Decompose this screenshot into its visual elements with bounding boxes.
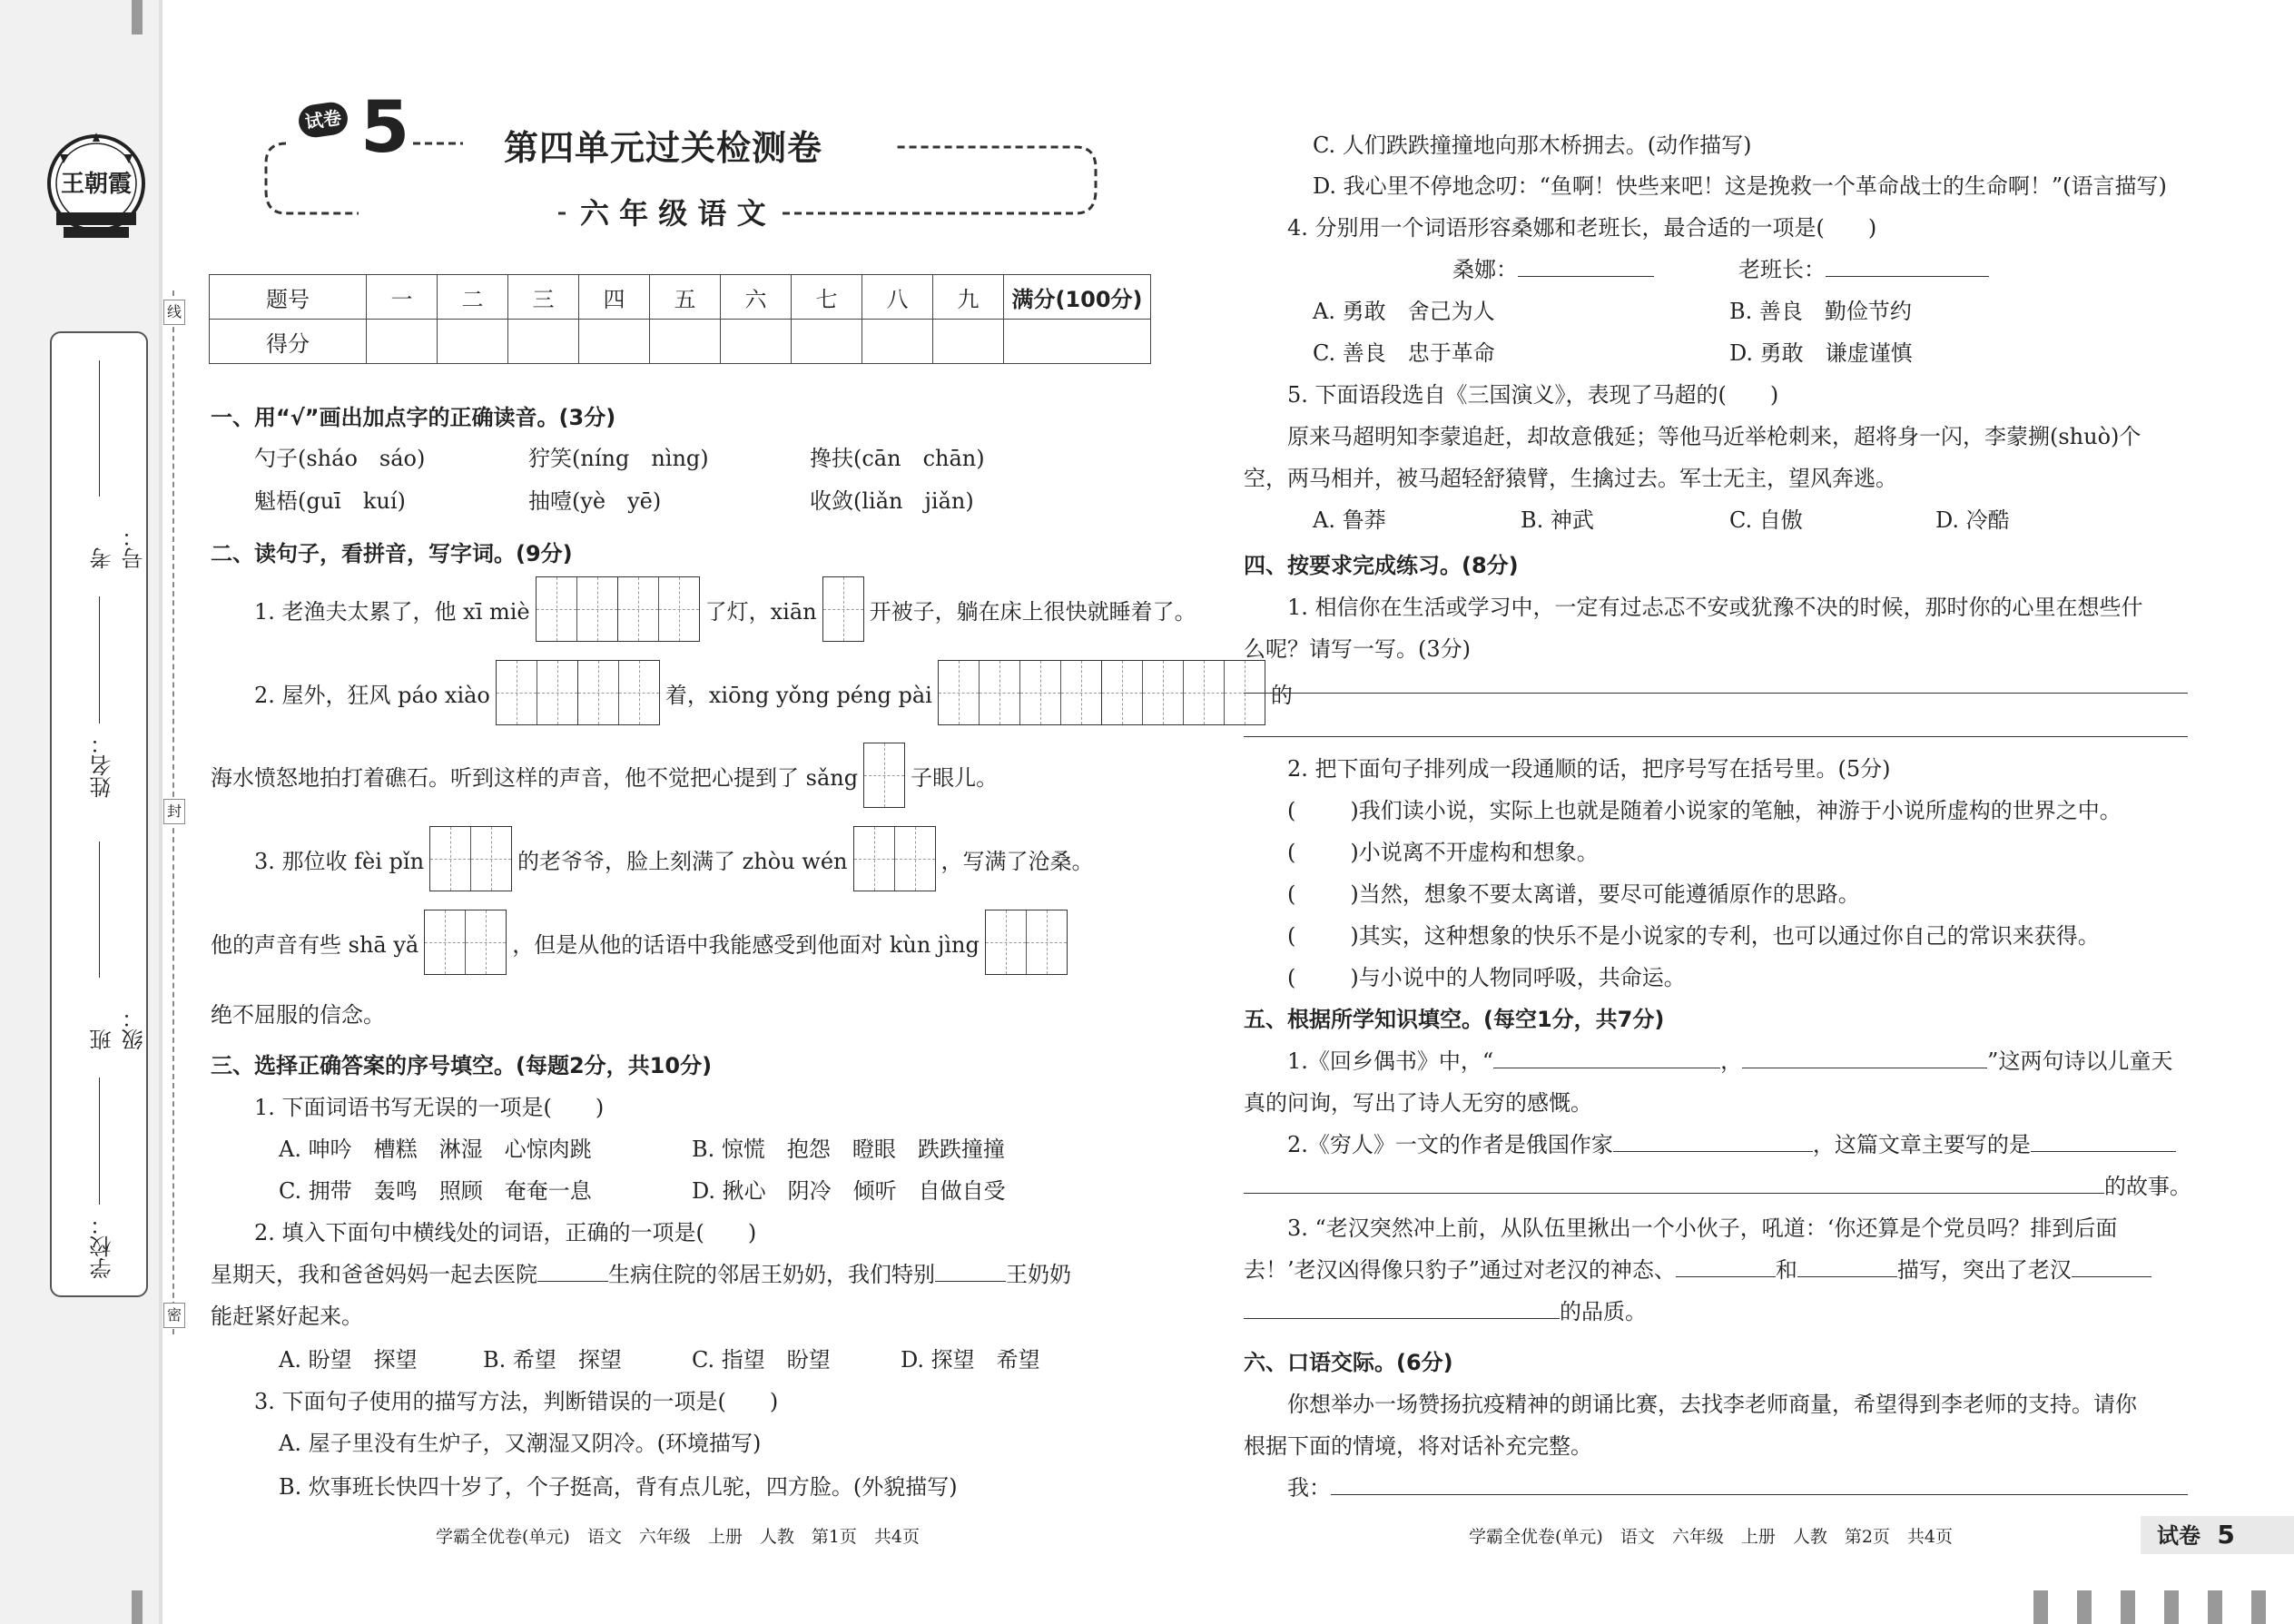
s6-text: 根据下面的情境，将对话补充完整。 xyxy=(1244,1433,1592,1459)
section-4-title: 四、按要求完成练习。(8分) xyxy=(1244,553,1519,578)
fill-blank[interactable] xyxy=(1244,1173,2104,1194)
score-table-cell: 四 xyxy=(579,275,650,320)
score-table-cell: 三 xyxy=(508,275,579,320)
section-1-title: 一、用“√”画出加点字的正确读音。(3分) xyxy=(211,405,616,430)
fill-blank[interactable] xyxy=(1613,1131,1813,1152)
mc-option[interactable]: C. 善良 忠于革命 xyxy=(1313,340,1495,366)
pinyin-writing-grid[interactable] xyxy=(985,910,1068,975)
pinyin-writing-grid[interactable] xyxy=(577,660,660,725)
page-2-footer: 学霸全优卷(单元) 语文 六年级 上册 人教 第2页 共4页 xyxy=(1469,1527,1954,1547)
fill-blank[interactable] xyxy=(537,1261,608,1282)
fill-blank[interactable] xyxy=(1493,1048,1720,1068)
s5-question-2-cont: 的故事。 xyxy=(1244,1168,2191,1200)
right-column xyxy=(1244,123,2190,1539)
mc-option[interactable]: C. 人们跌跌撞撞地向那木桥拥去。(动作描写) xyxy=(1313,133,1752,158)
mc-option[interactable]: C. 自傲 xyxy=(1729,507,1803,533)
binding-strip-edge xyxy=(159,0,162,1624)
order-paren[interactable]: ( ) xyxy=(1287,923,1359,949)
mc-option[interactable]: D. 冷酷 xyxy=(1935,507,2010,533)
s2-question-1: 1. 老渔夫太累了，他 xī miè 了灯，xiān 开被子，躺在床上很快就睡着了。 xyxy=(254,576,1196,642)
pinyin-writing-grid[interactable] xyxy=(938,660,1102,725)
mc-option[interactable]: D. 探望 希望 xyxy=(901,1347,1040,1373)
mc-option[interactable]: A. 勇敢 舍己为人 xyxy=(1313,299,1495,324)
s4-question-1: 1. 相信你在生活或学习中，一定有过忐忑不安或犹豫不决的时候，那时你的心里在想些什 xyxy=(1287,595,2143,620)
score-input[interactable] xyxy=(367,320,438,364)
s5-question-3: 3. “老汉突然冲上前，从队伍里揪出一个小伙子，吼道：‘你还算是个党员吗？排到后面 xyxy=(1287,1216,2118,1241)
fill-blank[interactable] xyxy=(1742,1048,1987,1068)
mc-option[interactable]: B. 炊事班长快四十岁了，个子挺高，背有点儿驼，四方脸。(外貌描写) xyxy=(279,1474,958,1500)
s5-question-2: 2.《穷人》一文的作者是俄国作家 ，这篇文章主要写的是 xyxy=(1287,1127,2176,1158)
pinyin-writing-grid[interactable] xyxy=(536,576,618,642)
order-paren[interactable]: ( ) xyxy=(1287,840,1359,865)
fill-blank[interactable] xyxy=(935,1261,1006,1282)
s2-question-2: 2. 屋外，狂风 páo xiào 着，xiōng yǒng péng pài 的 xyxy=(254,660,1293,725)
mc-option[interactable]: D. 我心里不停地念叨：“鱼啊！快些来吧！这是挽救一个革命战士的生命啊！”(语言描写) xyxy=(1313,173,2167,199)
bottom-marker xyxy=(132,1590,143,1624)
score-input[interactable] xyxy=(721,320,792,364)
score-table-cell: 二 xyxy=(438,275,508,320)
field-kaohao[interactable]: 考号： xyxy=(86,360,113,569)
bottom-stripes xyxy=(2033,1590,2294,1624)
corner-tag xyxy=(2141,1516,2294,1554)
answer-line[interactable] xyxy=(1244,736,2188,737)
field-xuexiao[interactable]: 学校： xyxy=(86,1078,113,1286)
mc-option[interactable]: B. 惊慌 抱怨 瞪眼 跌跌撞撞 xyxy=(692,1137,1005,1162)
s4-question-1-cont: 么呢？请写一写。(3分) xyxy=(1244,636,1471,662)
answer-line[interactable] xyxy=(1244,693,2188,694)
score-input[interactable] xyxy=(792,320,862,364)
s5-question-3-cont: 去！’老汉凶得像只豹子”通过对老汉的神态、 和 描写，突出了老汉 xyxy=(1244,1252,2151,1284)
pinyin-writing-grid[interactable] xyxy=(863,743,905,808)
fill-blank[interactable] xyxy=(1676,1256,1776,1277)
pinyin-writing-grid[interactable] xyxy=(853,826,936,891)
score-table xyxy=(209,274,1151,364)
mc-question-2: 2. 填入下面句中横线处的词语，正确的一项是( ) xyxy=(254,1220,757,1245)
paper-title: 第四单元过关检测卷 xyxy=(504,128,823,168)
s1-item[interactable]: 勺子(sháo sáo) xyxy=(254,446,426,471)
mc-option[interactable]: B. 希望 探望 xyxy=(483,1347,622,1373)
m5-passage: 原来马超明知李蒙追赶，却故意俄延；等他马近举枪刺来，超将身一闪，李蒙搠(shuò)个 xyxy=(1287,424,2141,449)
s1-item[interactable]: 魁梧(guī kuí) xyxy=(254,488,406,514)
pinyin-writing-grid[interactable] xyxy=(822,576,864,642)
s4-question-2: 2. 把下面句子排列成一段通顺的话，把序号写在括号里。(5分) xyxy=(1287,756,1891,782)
mc-option[interactable]: D. 揪心 阴冷 倾听 自做自受 xyxy=(692,1178,1006,1204)
score-table-cell: 得分 xyxy=(210,320,367,364)
fill-blank[interactable] xyxy=(1331,1474,2188,1495)
order-paren[interactable]: ( ) xyxy=(1287,965,1359,990)
logo xyxy=(44,127,149,245)
student-info-box xyxy=(50,331,148,1297)
fill-blank[interactable] xyxy=(1797,1256,1897,1277)
s1-item[interactable]: 搀扶(cān chān) xyxy=(810,446,985,471)
mc-option[interactable]: B. 善良 勤俭节约 xyxy=(1729,299,1912,324)
left-column xyxy=(211,390,1293,1561)
m4-sangna: 桑娜： xyxy=(1452,251,1654,283)
score-table-score-row xyxy=(210,320,1151,364)
score-table-cell: 题号 xyxy=(210,275,367,320)
mc-option[interactable]: A. 屋子里没有生炉子，又潮湿又阴冷。(环境描写) xyxy=(279,1431,762,1456)
score-table-cell: 九 xyxy=(933,275,1004,320)
section-2-title: 二、读句子，看拼音，写字词。(9分) xyxy=(211,541,573,566)
score-table-cell: 七 xyxy=(792,275,862,320)
s2-question-3-end: 绝不屈服的信念。 xyxy=(211,1002,385,1028)
field-xingming[interactable]: 姓名： xyxy=(86,596,113,805)
seal-label-feng: 封 xyxy=(163,799,185,824)
score-input[interactable] xyxy=(579,320,650,364)
pinyin-writing-grid[interactable] xyxy=(617,576,700,642)
fill-blank[interactable] xyxy=(1244,1298,1560,1319)
score-input[interactable] xyxy=(650,320,721,364)
mc-option[interactable]: A. 呻吟 槽糕 淋湿 心惊肉跳 xyxy=(279,1137,592,1162)
corner-number: 5 xyxy=(2217,1520,2235,1550)
order-item: ( )我们读小说，实际上也就是随着小说家的笔触，神游于小说所虚构的世界之中。 xyxy=(1287,798,2122,823)
pinyin-writing-grid[interactable] xyxy=(424,910,507,975)
page-1-footer: 学霸全优卷(单元) 语文 六年级 上册 人教 第1页 共4页 xyxy=(436,1527,921,1547)
score-input[interactable] xyxy=(508,320,579,364)
corner-label: 试卷 xyxy=(2157,1523,2200,1549)
mc-option[interactable]: C. 指望 盼望 xyxy=(692,1347,831,1373)
seal-label-xian: 线 xyxy=(163,300,185,325)
s5-question-1-cont: 真的问询，写出了诗人无穷的感慨。 xyxy=(1244,1090,1592,1116)
s1-item[interactable]: 狞笑(níng nìng) xyxy=(528,446,709,471)
paper-badge: 试卷 xyxy=(297,100,350,139)
s1-item[interactable]: 收敛(liǎn jiǎn) xyxy=(810,488,974,514)
s2-question-3: 3. 那位收 fèi pǐn 的老爷爷，脸上刻满了 zhòu wén ，写满了沧桑。 xyxy=(254,826,1094,891)
s5-question-1: 1.《回乡偶书》中，“ ， ”这两句诗以儿童天 xyxy=(1287,1048,2173,1074)
mc-question-4: 4. 分别用一个词语形容桑娜和老班长，最合适的一项是( ) xyxy=(1287,215,1877,241)
mc-option[interactable]: C. 拥带 轰鸣 照顾 奄奄一息 xyxy=(279,1178,592,1204)
m5-passage: 空，两马相并，被马超轻舒猿臂，生擒过去。军士无主，望风奔逃。 xyxy=(1244,466,1897,491)
field-banji[interactable]: 班级： xyxy=(86,842,113,1050)
s6-dialogue: 我： xyxy=(1287,1470,2188,1501)
section-6-title: 六、口语交际。(6分) xyxy=(1244,1350,1453,1375)
top-marker xyxy=(132,0,143,34)
seal-label-mi: 密 xyxy=(163,1303,185,1328)
pinyin-writing-grid[interactable] xyxy=(496,660,578,725)
paper-number: 5 xyxy=(360,87,410,169)
score-input[interactable] xyxy=(1004,320,1151,364)
section-5-title: 五、根据所学知识填空。(每空1分，共7分) xyxy=(1244,1007,1665,1032)
header xyxy=(259,87,1103,231)
m4-laobanzhang: 老班长： xyxy=(1738,251,1989,283)
mc-question-2-text: 星期天，我和爸爸妈妈一起去医院 生病住院的邻居王奶奶，我们特别 王奶奶 xyxy=(211,1262,1071,1287)
s1-item[interactable]: 抽噎(yè yē) xyxy=(528,488,662,514)
score-input[interactable] xyxy=(862,320,933,364)
s5-question-3-end: 的品质。 xyxy=(1244,1294,1647,1325)
mc-option[interactable]: A. 盼望 探望 xyxy=(279,1347,418,1373)
order-paren[interactable]: ( ) xyxy=(1287,881,1359,907)
mc-question-3: 3. 下面句子使用的描写方法，判断错误的一项是( ) xyxy=(254,1389,779,1414)
mc-option[interactable]: B. 神武 xyxy=(1521,507,1594,533)
score-input[interactable] xyxy=(933,320,1004,364)
order-item: ( )与小说中的人物同呼吸，共命运。 xyxy=(1287,965,1686,990)
s2-question-3-cont: 他的声音有些 shā yǎ ，但是从他的话语中我能感受到他面对 kùn jìng xyxy=(211,910,1073,975)
mc-option[interactable]: D. 勇敢 谦虚谨慎 xyxy=(1729,340,1913,366)
order-item: ( )当然，想象不要太离谱，要尽可能遵循原作的思路。 xyxy=(1287,881,1860,907)
score-table-cell: 八 xyxy=(862,275,933,320)
s6-text: 你想举办一场赞扬抗疫精神的朗诵比赛，去找李老师商量，希望得到李老师的支持。请你 xyxy=(1287,1392,2137,1417)
score-table-cell: 满分(100分) xyxy=(1004,275,1151,320)
fill-blank[interactable] xyxy=(1518,256,1654,277)
s2-question-2-cont: 海水愤怒地拍打着礁石。听到这样的声音，他不觉把心提到了 sǎng 子眼儿。 xyxy=(211,743,998,808)
order-item: ( )其实，这种想象的快乐不是小说家的专利，也可以通过你自己的常识来获得。 xyxy=(1287,923,2100,949)
mc-option[interactable]: A. 鲁莽 xyxy=(1313,507,1386,533)
mc-question-1: 1. 下面词语书写无误的一项是( ) xyxy=(254,1095,605,1120)
fill-blank[interactable] xyxy=(2031,1131,2176,1152)
fill-blank[interactable] xyxy=(2072,1256,2151,1277)
score-table-cell: 六 xyxy=(721,275,792,320)
order-item: ( )小说离不开虚构和想象。 xyxy=(1287,840,1599,865)
score-table-cell: 一 xyxy=(367,275,438,320)
paper-subtitle: 六 年 级 语 文 xyxy=(567,191,779,232)
score-table-header-row xyxy=(210,275,1151,320)
score-table-cell: 五 xyxy=(650,275,721,320)
order-paren[interactable]: ( ) xyxy=(1287,798,1359,823)
pinyin-writing-grid[interactable] xyxy=(1101,660,1265,725)
fill-blank[interactable] xyxy=(1826,256,1989,277)
mc-question-2-text-end: 能赶紧好起来。 xyxy=(211,1304,363,1329)
section-3-title: 三、选择正确答案的序号填空。(每题2分，共10分) xyxy=(211,1053,713,1078)
mc-question-5: 5. 下面语段选自《三国演义》，表现了马超的( ) xyxy=(1287,382,1779,408)
logo-name: 王朝霞 xyxy=(60,171,132,198)
pinyin-writing-grid[interactable] xyxy=(429,826,512,891)
score-input[interactable] xyxy=(438,320,508,364)
